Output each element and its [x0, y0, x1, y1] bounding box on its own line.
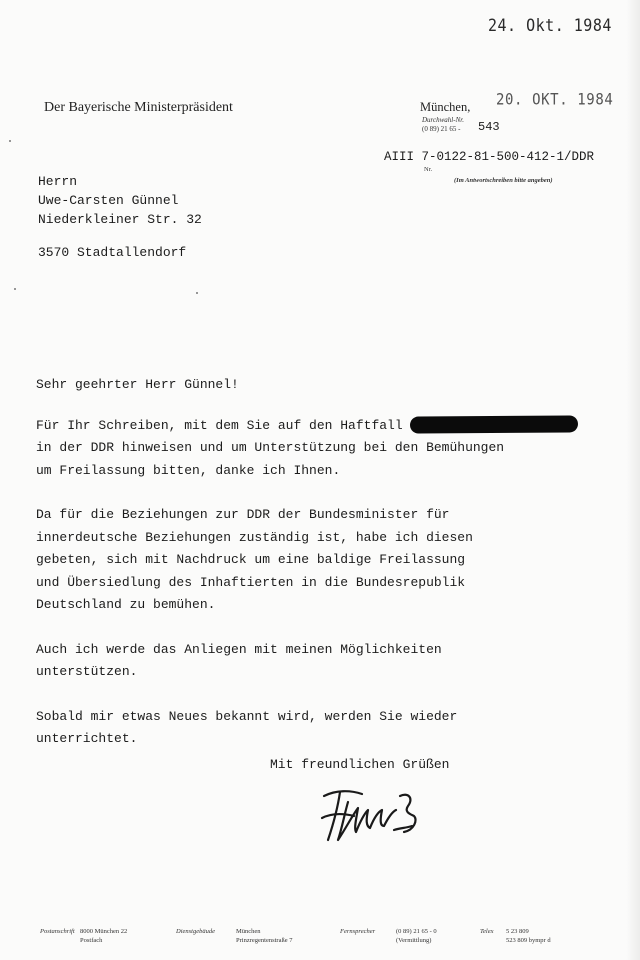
paragraph-line: Deutschland zu bemühen. [36, 597, 216, 612]
reference-hint: (Im Antwortschreiben bitte angeben) [454, 177, 553, 184]
received-date-stamp: 24. Okt. 1984 [488, 14, 612, 36]
nr-label: Nr. [424, 166, 433, 173]
reference-number: AIII 7-0122-81-500-412-1/DDR [384, 150, 595, 164]
fernsprecher-label: Fernsprecher [340, 928, 376, 935]
durchwahl-label: Durchwahl-Nr. [422, 116, 464, 124]
paragraph-1 [36, 415, 616, 483]
letterhead-sender: Der Bayerische Ministerpräsident [44, 100, 233, 115]
paragraph-line: Für Ihr Schreiben, mit dem Sie auf den Haftfall [36, 417, 411, 433]
handwritten-signature [318, 782, 438, 851]
telex-line: 5 23 809 [506, 928, 529, 935]
address-city: 3570 Stadtallendorf [38, 245, 187, 260]
postanschrift-line: 8000 München 22 [80, 928, 128, 935]
address-line: Niederkleiner Str. 32 [38, 212, 202, 227]
durchwahl-extension: 543 [478, 120, 500, 134]
paragraph-line: gebeten, sich mit Nachdruck um eine baldige Freilassung [36, 552, 466, 567]
paragraph-3 [36, 639, 616, 684]
paragraph-line: in der DDR hinweisen und um Unterstützung bei den Bemühungen [36, 440, 505, 455]
closing-phrase: Mit freundlichen Grüßen [270, 757, 450, 772]
paragraph-line: innerdeutsche Beziehungen zuständig ist, habe ich diesen [36, 529, 473, 545]
fernsprecher-line: (Vermittlung) [396, 937, 432, 944]
page-edge-shadow [626, 0, 640, 960]
paragraph-line: Auch ich werde das Anliegen mit meinen Möglichkeiten [36, 641, 442, 657]
paragraph-2 [36, 504, 616, 617]
letter-date-stamp: 20. OKT. 1984 [496, 90, 614, 110]
letter-place: München, [420, 100, 471, 114]
paragraph-line: unterstützen. [36, 664, 138, 679]
paper-speck [9, 140, 11, 142]
paragraph-4 [36, 706, 616, 751]
paragraph-line: unterrichtet. [36, 731, 138, 746]
paragraph-line: Sobald mir etwas Neues bekannt wird, werden Sie wieder [36, 708, 458, 724]
telex-line: 523 809 bympr d [506, 937, 551, 944]
address-line: Uwe-Carsten Günnel [38, 193, 179, 208]
dienstgebaeude-line: München [236, 928, 261, 935]
letter-body [36, 374, 616, 773]
address-line: Herrn [38, 174, 78, 189]
postanschrift-label: Postanschrift [40, 928, 75, 935]
recipient-address [38, 172, 202, 262]
paragraph-line: um Freilassung bitten, danke ich Ihnen. [36, 462, 341, 478]
dienstgebaeude-label: Dienstgebäude [176, 928, 215, 935]
paper-speck [14, 288, 16, 290]
paragraph-line: Da für die Beziehungen zur DDR der Bundesminister für [36, 507, 450, 522]
fernsprecher-line: (0 89) 21 65 - 0 [396, 928, 437, 935]
salutation: Sehr geehrter Herr Günnel! [36, 377, 239, 392]
telex-label: Telex [480, 928, 494, 935]
durchwahl-prefix: (0 89) 21 65 - [422, 125, 461, 133]
redaction-bar [410, 415, 578, 433]
letter-footer [40, 928, 610, 952]
paragraph-line: und Übersiedlung des Inhaftierten in die Bundesrepublik [36, 574, 466, 590]
paper-speck [196, 292, 198, 294]
postanschrift-line: Postfach [80, 937, 103, 944]
dienstgebaeude-line: Prinzregentenstraße 7 [236, 937, 293, 944]
signature-icon [318, 782, 438, 846]
